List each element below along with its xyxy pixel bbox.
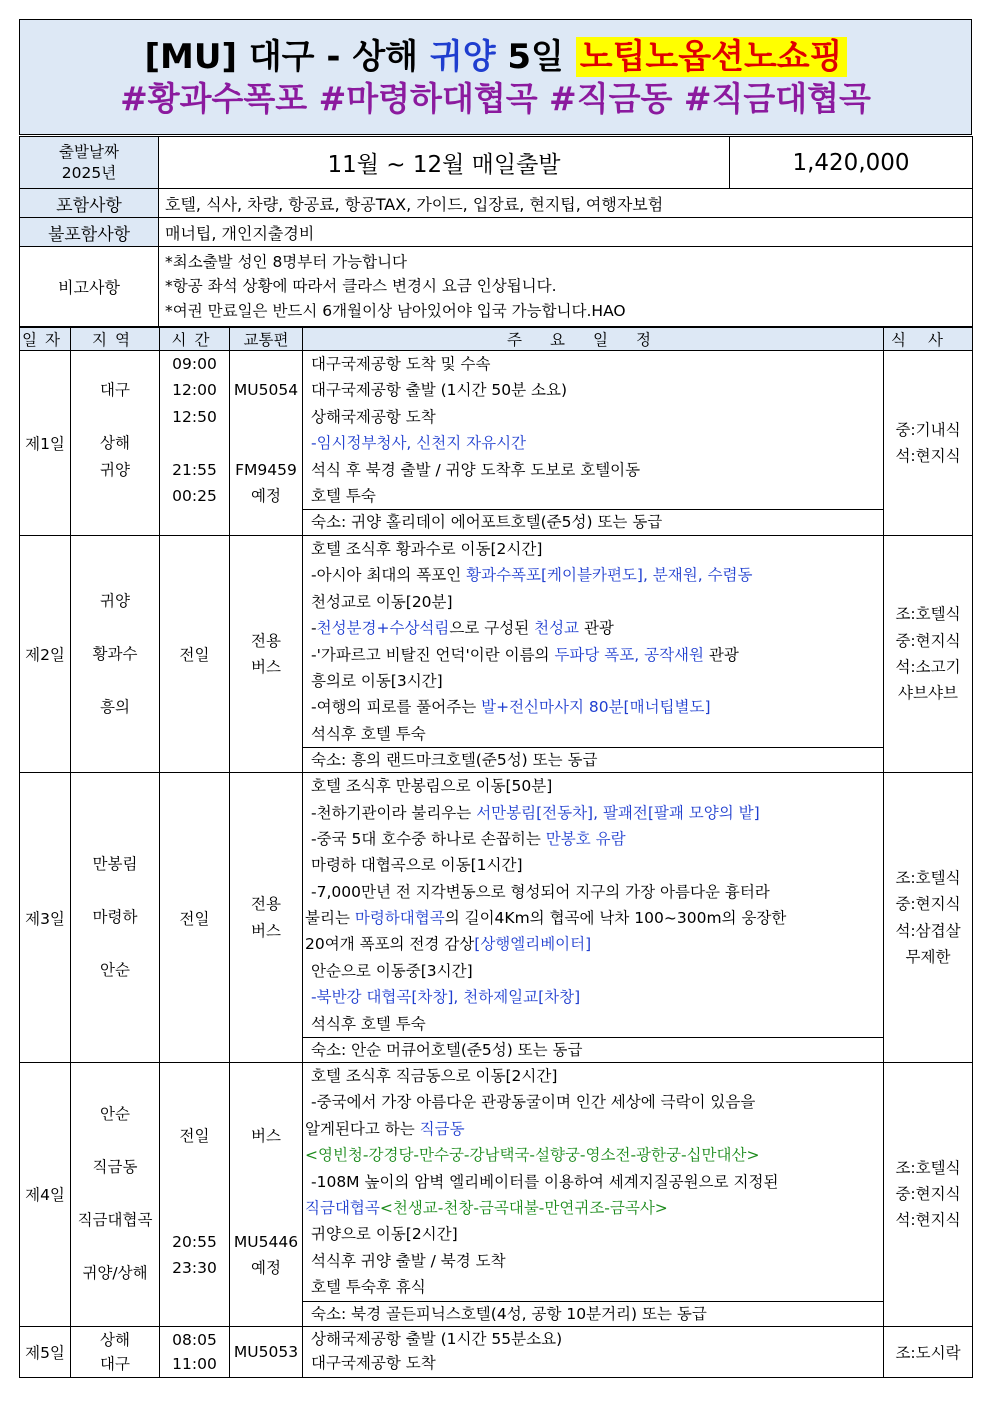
col-schedule: 주요일정 xyxy=(303,328,884,351)
meal: 샤브샤브 xyxy=(898,684,958,703)
day-label: 제4일 xyxy=(20,1063,71,1327)
meal: 조:호텔식 xyxy=(895,1158,961,1177)
region: 흥의 xyxy=(100,697,130,716)
schedule-line: 20여개 폭포의 전경 감상[상행엘리베이터] xyxy=(305,935,592,954)
meal: 중:현지식 xyxy=(895,631,961,650)
transport-cell xyxy=(230,536,303,773)
page-title xyxy=(20,36,971,78)
region: 대구 xyxy=(100,381,130,400)
transport-note: 예정 xyxy=(251,1258,281,1277)
schedule-line: -여행의 피로를 풀어주는 발+전신마사지 80분[매너팁별도] xyxy=(311,698,711,717)
time-cell xyxy=(160,1326,230,1377)
meal: 석:현지식 xyxy=(895,1211,961,1230)
time: 12:50 xyxy=(172,407,217,426)
itinerary-sheet xyxy=(19,19,972,1378)
schedule-line: 호텔 투숙 xyxy=(311,486,376,505)
region: 귀양 xyxy=(100,460,130,479)
day-label: 제2일 xyxy=(20,536,71,773)
schedule-line: 석식후 호텔 투숙 xyxy=(311,1014,426,1033)
time-cell xyxy=(160,1063,230,1327)
time-cell xyxy=(160,351,230,536)
region: 대구 xyxy=(100,1354,130,1373)
departure-label-line1: 출발날짜 xyxy=(59,142,119,161)
attraction: 직금대협곡 xyxy=(305,1198,380,1217)
transport: 전용 xyxy=(251,895,281,914)
transport-cell xyxy=(230,1063,303,1327)
region-cell xyxy=(71,536,160,773)
transport-cell xyxy=(230,351,303,536)
schedule-line: 호텔 조식후 직금동으로 이동[2시간] xyxy=(311,1067,558,1086)
meal: 중:현지식 xyxy=(895,1185,961,1204)
note-item: *최소출발 성인 8명부터 가능합니다 xyxy=(165,252,408,271)
schedule-line: -천성분경+수상석림으로 구성된 천성교 관광 xyxy=(311,619,614,638)
schedule-cell xyxy=(303,536,884,773)
col-region: 지역 xyxy=(71,328,160,351)
region: 안순 xyxy=(100,1105,130,1124)
flight-number: FM9459 xyxy=(235,460,297,479)
schedule-line: 석식 후 북경 출발 / 귀양 도착후 도보로 호텔이동 xyxy=(311,460,641,479)
region: 황과수 xyxy=(92,644,138,663)
schedule-cell xyxy=(303,1326,884,1377)
region-cell xyxy=(71,351,160,536)
col-transport: 교통편 xyxy=(230,328,303,351)
notes xyxy=(159,247,973,327)
title-text-2: 5일 xyxy=(495,37,576,77)
region-cell xyxy=(71,1063,160,1327)
region: 만봉림 xyxy=(92,855,138,874)
meals-cell xyxy=(884,536,973,773)
col-meals: 식사 xyxy=(884,328,973,351)
meal: 무제한 xyxy=(905,947,951,966)
schedule-line: 귀양으로 이동[2시간] xyxy=(311,1225,458,1244)
schedule-line: 상해국제공항 도착 xyxy=(311,407,436,426)
attraction: 서만봉림[전동차], 팔괘전[팔괘 모양의 밭] xyxy=(476,803,760,822)
schedule-table xyxy=(19,327,973,1378)
schedule-line: -천하기관이라 불리우는 서만봉림[전동차], 팔괘전[팔괘 모양의 밭] xyxy=(311,803,760,822)
day-label: 제5일 xyxy=(20,1326,71,1377)
attraction: 황과수폭포[케이블카편도], 분재원, 수렴동 xyxy=(466,566,753,585)
schedule-line: 대구국제공항 도착 xyxy=(311,1353,436,1372)
day-row xyxy=(20,773,973,1063)
region: 직금동 xyxy=(92,1158,138,1177)
schedule-cell xyxy=(303,773,884,1063)
attraction: 마령하대협곡 xyxy=(354,909,445,928)
schedule-line: 마령하 대협곡으로 이동[1시간] xyxy=(311,856,523,875)
day-row xyxy=(20,1326,973,1377)
flight-number: MU5053 xyxy=(230,1326,303,1377)
attraction-route: <천생교-천창-금곡대불-만연귀조-금곡사> xyxy=(379,1198,668,1217)
schedule-line: 불리는 마령하대협곡의 길이4Km의 협곡에 낙차 100~300m의 웅장한 xyxy=(305,909,787,928)
time: 09:00 xyxy=(172,355,217,373)
attraction: 만봉호 유람 xyxy=(545,829,626,848)
meal: 중:현지식 xyxy=(895,895,961,914)
schedule-line: 대구국제공항 출발 (1시간 50분 소요) xyxy=(311,381,568,400)
flight-number: MU5054 xyxy=(233,381,299,400)
schedule-line: 호텔 조식후 황과수로 이동[2시간] xyxy=(311,540,543,558)
transport: 버스 xyxy=(251,658,281,677)
schedule-line: 호텔 투숙후 휴식 xyxy=(311,1278,426,1297)
col-day: 일자 xyxy=(20,328,71,351)
time: 전일 xyxy=(179,1127,210,1146)
hashtags: #황과수폭포 #마령하대협곡 #직금동 #직금대협곡 xyxy=(120,79,871,118)
flight-number: MU5446 xyxy=(233,1232,299,1251)
notes-label: 비고사항 xyxy=(20,247,159,327)
time: 20:55 xyxy=(172,1232,217,1251)
meal: 석:삼겹살 xyxy=(895,921,961,940)
region-cell xyxy=(71,773,160,1063)
note-item: *여권 만료일은 반드시 6개월이상 남아있어야 입국 가능합니다.HAO xyxy=(165,301,626,320)
schedule-line: 석식후 귀양 출발 / 북경 도착 xyxy=(311,1251,506,1270)
time: 23:30 xyxy=(172,1258,217,1277)
info-table xyxy=(19,136,973,327)
attraction: 발+전신마사지 80분[매너팁별도] xyxy=(481,698,711,717)
transport: 버스 xyxy=(251,1127,281,1146)
schedule-line: -중국에서 가장 아름다운 관광동굴이며 인간 세상에 극락이 있음을 xyxy=(311,1093,756,1112)
meal: 조:도시락 xyxy=(884,1326,973,1377)
title-banner xyxy=(19,19,972,135)
schedule-line: 호텔 조식후 만봉림으로 이동[50분] xyxy=(311,777,553,796)
region: 안순 xyxy=(100,961,130,980)
schedule-line: 상해국제공항 출발 (1시간 55분소요) xyxy=(311,1329,563,1348)
title-destination: 귀양 xyxy=(429,37,496,77)
schedule-line: -7,000만년 전 지각변동으로 형성되어 지구의 가장 아름다운 흉터라 xyxy=(311,882,770,901)
region: 귀양/상해 xyxy=(82,1264,148,1283)
schedule-line: <영빈청-강경당-만수궁-강남택국-설향궁-영소전-광한궁-십만대산> xyxy=(305,1146,760,1165)
meal: 조:호텔식 xyxy=(895,868,961,887)
region: 상해 xyxy=(100,1330,130,1349)
region: 마령하 xyxy=(92,908,138,927)
time: 전일 xyxy=(160,536,230,773)
time: 08:05 xyxy=(172,1330,217,1349)
attraction: [상행엘리베이터] xyxy=(474,935,592,954)
schedule-line: -아시아 최대의 폭포인 황과수폭포[케이블카편도], 분재원, 수렴동 xyxy=(311,566,753,585)
departure-value: 11월 ~ 12월 매일출발 xyxy=(159,137,730,189)
schedule-line: 천성교로 이동[20분] xyxy=(311,592,453,611)
title-text-1: [MU] 대구 - 상해 xyxy=(144,37,430,77)
day-label: 제3일 xyxy=(20,773,71,1063)
schedule-line: 알게된다고 하는 직금동 xyxy=(305,1119,465,1138)
time: 전일 xyxy=(160,773,230,1063)
schedule-line: 흥의로 이동[3시간] xyxy=(311,671,443,690)
time: 21:55 xyxy=(172,460,217,479)
schedule-cell xyxy=(303,351,884,536)
meal: 석:현지식 xyxy=(895,447,961,465)
schedule-line: -북반강 대협곡[차창], 천하제일교[차창] xyxy=(311,988,581,1007)
hotel-line: 숙소: 북경 골든피닉스호텔(4성, 공항 10분거리) 또는 동급 xyxy=(303,1301,883,1326)
schedule-line: -임시정부청사, 신천지 자유시간 xyxy=(311,434,527,453)
schedule-line: 안순으로 이동중[3시간] xyxy=(311,961,473,980)
meals-cell xyxy=(884,351,973,536)
day-row xyxy=(20,1063,973,1327)
hotel-line: 숙소: 흥의 랜드마크호텔(준5성) 또는 동급 xyxy=(303,747,883,772)
departure-label-line2: 2025년 xyxy=(61,163,117,182)
time: 11:00 xyxy=(172,1354,217,1373)
time: 00:25 xyxy=(172,486,217,505)
region: 직금대협곡 xyxy=(77,1211,153,1230)
region-cell xyxy=(71,1326,160,1377)
transport-cell xyxy=(230,773,303,1063)
meals-cell xyxy=(884,773,973,1063)
meal: 중:기내식 xyxy=(895,420,961,439)
transport: 버스 xyxy=(251,921,281,940)
departure-label xyxy=(20,137,159,189)
meals-cell xyxy=(884,1063,973,1327)
schedule-line: -'가파르고 비탈진 언덕'이란 이름의 두파당 폭포, 공작새원 관광 xyxy=(311,645,739,664)
excluded-label: 불포함사항 xyxy=(20,218,159,247)
hotel-line: 숙소: 안순 머큐어호텔(준5성) 또는 동급 xyxy=(303,1037,883,1062)
attraction: 천성분경+수상석림 xyxy=(316,619,450,638)
note-item: *항공 좌석 상황에 따라서 클라스 변경시 요금 인상됩니다. xyxy=(165,277,557,296)
region: 귀양 xyxy=(100,591,130,610)
included-label: 포함사항 xyxy=(20,189,159,218)
time: 12:00 xyxy=(172,381,217,400)
transport: 전용 xyxy=(251,631,281,650)
schedule-line: -108M 높이의 암벽 엘리베이터를 이용하여 세계지질공원으로 지정된 xyxy=(311,1172,779,1191)
day-row xyxy=(20,351,973,536)
region: 상해 xyxy=(100,434,130,453)
schedule-line: 석식후 호텔 투숙 xyxy=(311,724,426,743)
attraction: 천성교 xyxy=(534,619,580,638)
excluded-value: 매너팁, 개인지출경비 xyxy=(159,218,973,247)
transport-note: 예정 xyxy=(251,486,281,505)
meal: 석:소고기 xyxy=(895,658,961,677)
schedule-line: 대구국제공항 도착 및 수속 xyxy=(311,355,491,373)
schedule-line xyxy=(303,1195,883,1221)
hotel-line: 숙소: 귀양 홀리데이 에어포트호텔(준5성) 또는 동급 xyxy=(303,509,883,534)
schedule-cell xyxy=(303,1063,884,1327)
meal: 조:호텔식 xyxy=(895,605,961,624)
day-row xyxy=(20,536,973,773)
attraction: 두파당 폭포, 공작새원 xyxy=(554,645,704,664)
schedule-line: -중국 5대 호수중 하나로 손꼽히는 만봉호 유람 xyxy=(311,829,626,848)
day-label: 제1일 xyxy=(20,351,71,536)
title-no-tip-badge: 노팁노옵션노쇼핑 xyxy=(576,37,847,77)
price: 1,420,000 xyxy=(730,137,973,189)
col-time: 시간 xyxy=(160,328,230,351)
included-value: 호텔, 식사, 차량, 항공료, 항공TAX, 가이드, 입장료, 현지팁, 여행자보험 xyxy=(159,189,973,218)
attraction: 직금동 xyxy=(419,1119,465,1138)
